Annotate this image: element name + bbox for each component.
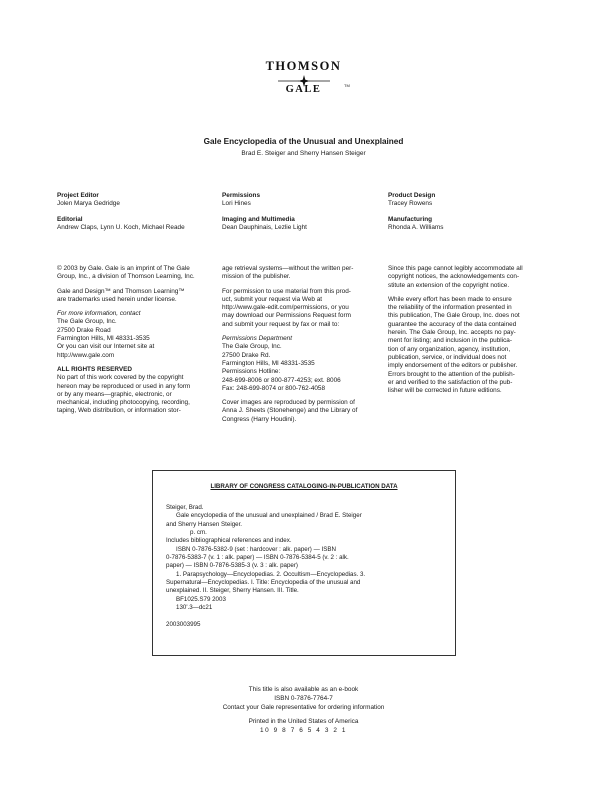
text-line: stitute an extension of the copyright notice. xyxy=(388,281,510,289)
cip-line: 2003003995 xyxy=(166,620,201,628)
text-line: mission of the publisher. xyxy=(222,273,291,281)
cip-line: Gale encyclopedia of the unusual and unexplained / Brad E. Steiger xyxy=(176,512,362,520)
copyright-column-3 xyxy=(388,265,558,401)
cip-line: 1. Parapsychology—Encyclopedias. 2. Occultism—Encyclopedias. 3. xyxy=(176,570,366,578)
text-line: 27500 Drake Rd. xyxy=(222,351,271,359)
book-authors: Brad E. Steiger and Sherry Hansen Steiger xyxy=(241,150,366,157)
credits-column-1 xyxy=(57,192,247,232)
text-line: Cover images are reproduced by permission of xyxy=(222,399,355,407)
text-line: or by any means—graphic, electronic, or xyxy=(57,390,172,398)
text-line: this publication, The Gale Group, Inc. does not xyxy=(388,312,520,320)
text-line: publication, service, or individual does not xyxy=(388,353,507,361)
credit-role: Manufacturing xyxy=(388,215,433,223)
text-line: guarantee the accuracy of the data contained xyxy=(388,320,517,328)
credit-role: Editorial xyxy=(57,215,83,223)
credit-names: Tracey Rowens xyxy=(388,200,433,208)
credit-names: Rhonda A. Williams xyxy=(388,223,444,231)
credit-role: Permissions xyxy=(222,192,261,199)
publisher-logo xyxy=(0,59,607,112)
text-line: age retrieval systems—without the written per- xyxy=(222,265,354,272)
text-line: Errors brought to the attention of the publish- xyxy=(388,370,515,378)
cip-line: BF1025.S79 2003 xyxy=(176,595,226,603)
text-line: taping, Web distribution, or information stor- xyxy=(57,407,181,415)
book-title: Gale Encyclopedia of the Unusual and Unexplained xyxy=(203,137,404,146)
permissions-department xyxy=(222,335,392,393)
text-line: For permission to use material from this prod- xyxy=(222,287,351,295)
credit-role: Project Editor xyxy=(57,192,99,199)
text-line: No part of this work covered by the copyright xyxy=(57,374,184,382)
trademark-mark: TM xyxy=(344,83,350,88)
rights-continued xyxy=(222,265,392,282)
credit-names: Andrew Claps, Lynn U. Koch, Michael Reade xyxy=(57,223,185,231)
text-line: The Gale Group, Inc. xyxy=(222,343,282,351)
contact-info xyxy=(57,310,227,360)
rights-reserved xyxy=(57,366,227,416)
disclaimer xyxy=(388,296,558,396)
credit-names: Jolen Marya Gedridge xyxy=(57,200,120,208)
permissions-link[interactable]: http://www.gale-edit.com/permissions, or you xyxy=(222,304,349,312)
printed-in: Printed in the United States of America xyxy=(248,718,359,725)
text-line: Anna J. Sheets (Stonehenge) and the Library of xyxy=(222,407,358,415)
credit-role: Imaging and Multimedia xyxy=(222,215,295,223)
text-line: Congress (Harry Houdini). xyxy=(222,415,297,423)
rights-heading: ALL RIGHTS RESERVED xyxy=(57,365,133,373)
text-line: While every effort has been made to ensure xyxy=(388,295,512,303)
credits-column-3 xyxy=(388,192,578,232)
text-line: 27500 Drake Road xyxy=(57,326,111,334)
website-link[interactable]: http://www.gale.com xyxy=(57,351,115,359)
text-line: 248-699-8006 or 800-877-4253; ext. 8006 xyxy=(222,376,341,384)
text-line: Gale and Design™ and Thomson Learning™ xyxy=(57,287,185,295)
trademark-notice xyxy=(57,288,227,305)
logo-thomson-text: THOMSON xyxy=(265,59,342,73)
credit-names: Lori Hines xyxy=(222,200,251,208)
text-line: er and verified to the satisfaction of the pub- xyxy=(388,378,513,386)
copyright-column-2 xyxy=(222,265,392,430)
credits-column-2 xyxy=(222,192,412,232)
text-line: Farmington Hills, MI 48331-3535 xyxy=(57,335,150,343)
text-line: imply endorsement of the editors or publisher. xyxy=(388,362,518,370)
text-line: are trademarks used herein under license. xyxy=(57,295,177,303)
cip-line: Supernatural—Encyclopedias. I. Title: Encyclopedia of the unusual and xyxy=(166,579,361,587)
copyright-column-1 xyxy=(57,265,227,422)
cip-line: Steiger, Brad. xyxy=(166,504,204,511)
text-line: may download our Permissions Request form xyxy=(222,312,351,320)
text-line: Permissions Hotline: xyxy=(222,368,281,376)
text-line: hereon may be reproduced or used in any form xyxy=(57,382,191,390)
cip-line xyxy=(166,612,451,620)
ordering-info: Contact your Gale representative for ordering information xyxy=(222,704,385,711)
text-line: The Gale Group, Inc. xyxy=(57,318,117,326)
cip-data-box xyxy=(152,470,456,656)
text-line: Group, Inc., a division of Thomson Learning, Inc. xyxy=(57,273,195,281)
permissions-info xyxy=(222,288,392,329)
text-line: uct, submit your request via Web at xyxy=(222,295,323,303)
text-line: Since this page cannot legibly accommodate all xyxy=(388,265,523,272)
acknowledgements-notice xyxy=(388,265,558,290)
text-line: lisher will be corrected in future editions. xyxy=(388,387,502,395)
text-line: Fax: 248-699-8074 or 800-762-4058 xyxy=(222,384,326,392)
cip-line: p. cm. xyxy=(190,529,207,537)
cip-line: ISBN 0-7876-5382-9 (set : hardcover : alk. paper) — ISBN xyxy=(176,545,336,553)
contact-heading: For more information, contact xyxy=(57,310,141,318)
text-line: ment for listing; and inclusion in the publica- xyxy=(388,337,512,345)
cip-body xyxy=(166,504,451,629)
copyright-notice xyxy=(57,265,227,282)
text-line: © 2003 by Gale. Gale is an imprint of The Gale xyxy=(57,265,190,272)
text-line: Farmington Hills, MI 48331-3535 xyxy=(222,359,315,367)
text-line: mechanical, including photocopying, recording, xyxy=(57,399,190,407)
text-line: herein. The Gale Group, Inc. accepts no pay- xyxy=(388,329,516,337)
printing-numbers: 10 9 8 7 6 5 4 3 2 1 xyxy=(259,727,348,734)
cip-line: 130'.3—dc21 xyxy=(176,604,213,612)
credit-role: Product Design xyxy=(388,192,436,199)
cip-line: 0-7876-5383-7 (v. 1 : alk. paper) — ISBN 0-7876-5384-5 (v. 2 : alk. xyxy=(166,554,349,562)
text-line: the reliability of the information presented in xyxy=(388,304,512,312)
cip-line: unexplained. II. Steiger, Sherry Hansen. III. Title. xyxy=(166,587,299,595)
text-line: and submit your request by fax or mail to: xyxy=(222,320,340,328)
text-line: tion of any organization, agency, institution, xyxy=(388,345,511,353)
cip-line: paper) — ISBN 0-7876-5385-3 (v. 3 : alk. paper) xyxy=(166,562,298,570)
cip-title: LIBRARY OF CONGRESS CATALOGING-IN-PUBLICATION DATA xyxy=(210,483,398,490)
cip-line: Includes bibliographical references and index. xyxy=(166,537,292,545)
text-line: Or you can visit our Internet site at xyxy=(57,343,155,351)
logo-gale-text: GALE xyxy=(285,84,322,95)
ebook-note: This title is also available as an e-book xyxy=(248,686,359,693)
text-line: copyright notices, the acknowledgements con- xyxy=(388,273,520,281)
credit-names: Dean Dauphinais, Lezlie Light xyxy=(222,223,307,231)
cover-credits xyxy=(222,399,392,424)
department-heading: Permissions Department xyxy=(222,335,292,343)
cip-line: and Sherry Hansen Steiger. xyxy=(166,520,243,528)
ebook-isbn: ISBN 0-7876-7764-7 xyxy=(274,695,333,702)
